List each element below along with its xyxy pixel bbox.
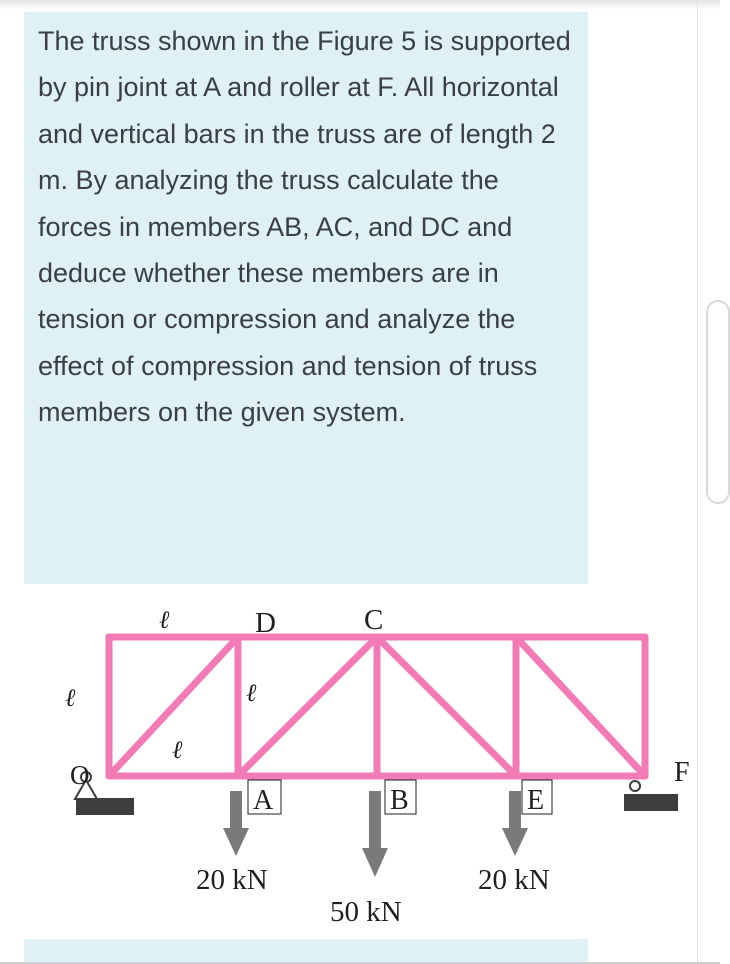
label-e: E	[527, 785, 545, 816]
question-text: The truss shown in the Figure 5 is supported by pin joint at A and roller at F. All horizontal and vertical bars in the truss are of length 2 m. By analyzing the truss calculate the forces in members AB, AC, and DC and deduce whether these members are in tension or compression and analyze the effect of compression and tension of truss members on the given system.	[38, 26, 571, 428]
label-c: C	[364, 604, 384, 636]
top-shadow	[0, 0, 720, 10]
label-f: F	[674, 757, 690, 788]
label-o: O	[70, 760, 90, 790]
truss-members	[109, 637, 645, 776]
member-ef	[516, 637, 645, 776]
load-arrow-a	[223, 791, 249, 856]
load-value-b: 50 kN	[330, 896, 402, 928]
length-symbol-diag: ℓ	[172, 735, 183, 764]
member-ac	[238, 637, 377, 776]
length-symbol-mid: ℓ	[246, 678, 257, 707]
roller-support	[624, 781, 678, 811]
column-divider	[697, 0, 698, 964]
member-ce	[377, 637, 516, 776]
load-value-e: 20 kN	[478, 864, 550, 896]
label-b: B	[390, 785, 409, 816]
scroll-handle[interactable]	[706, 300, 730, 504]
label-d: D	[255, 607, 276, 639]
truss-figure	[37, 588, 690, 939]
length-symbol-left: ℓ	[65, 683, 76, 712]
card-bottom-band	[24, 939, 588, 964]
length-symbol-top: ℓ	[159, 605, 170, 634]
load-arrow-b	[362, 791, 388, 877]
load-value-a: 20 kN	[196, 864, 268, 896]
truss-diagram	[37, 588, 690, 939]
label-a: A	[253, 785, 274, 816]
